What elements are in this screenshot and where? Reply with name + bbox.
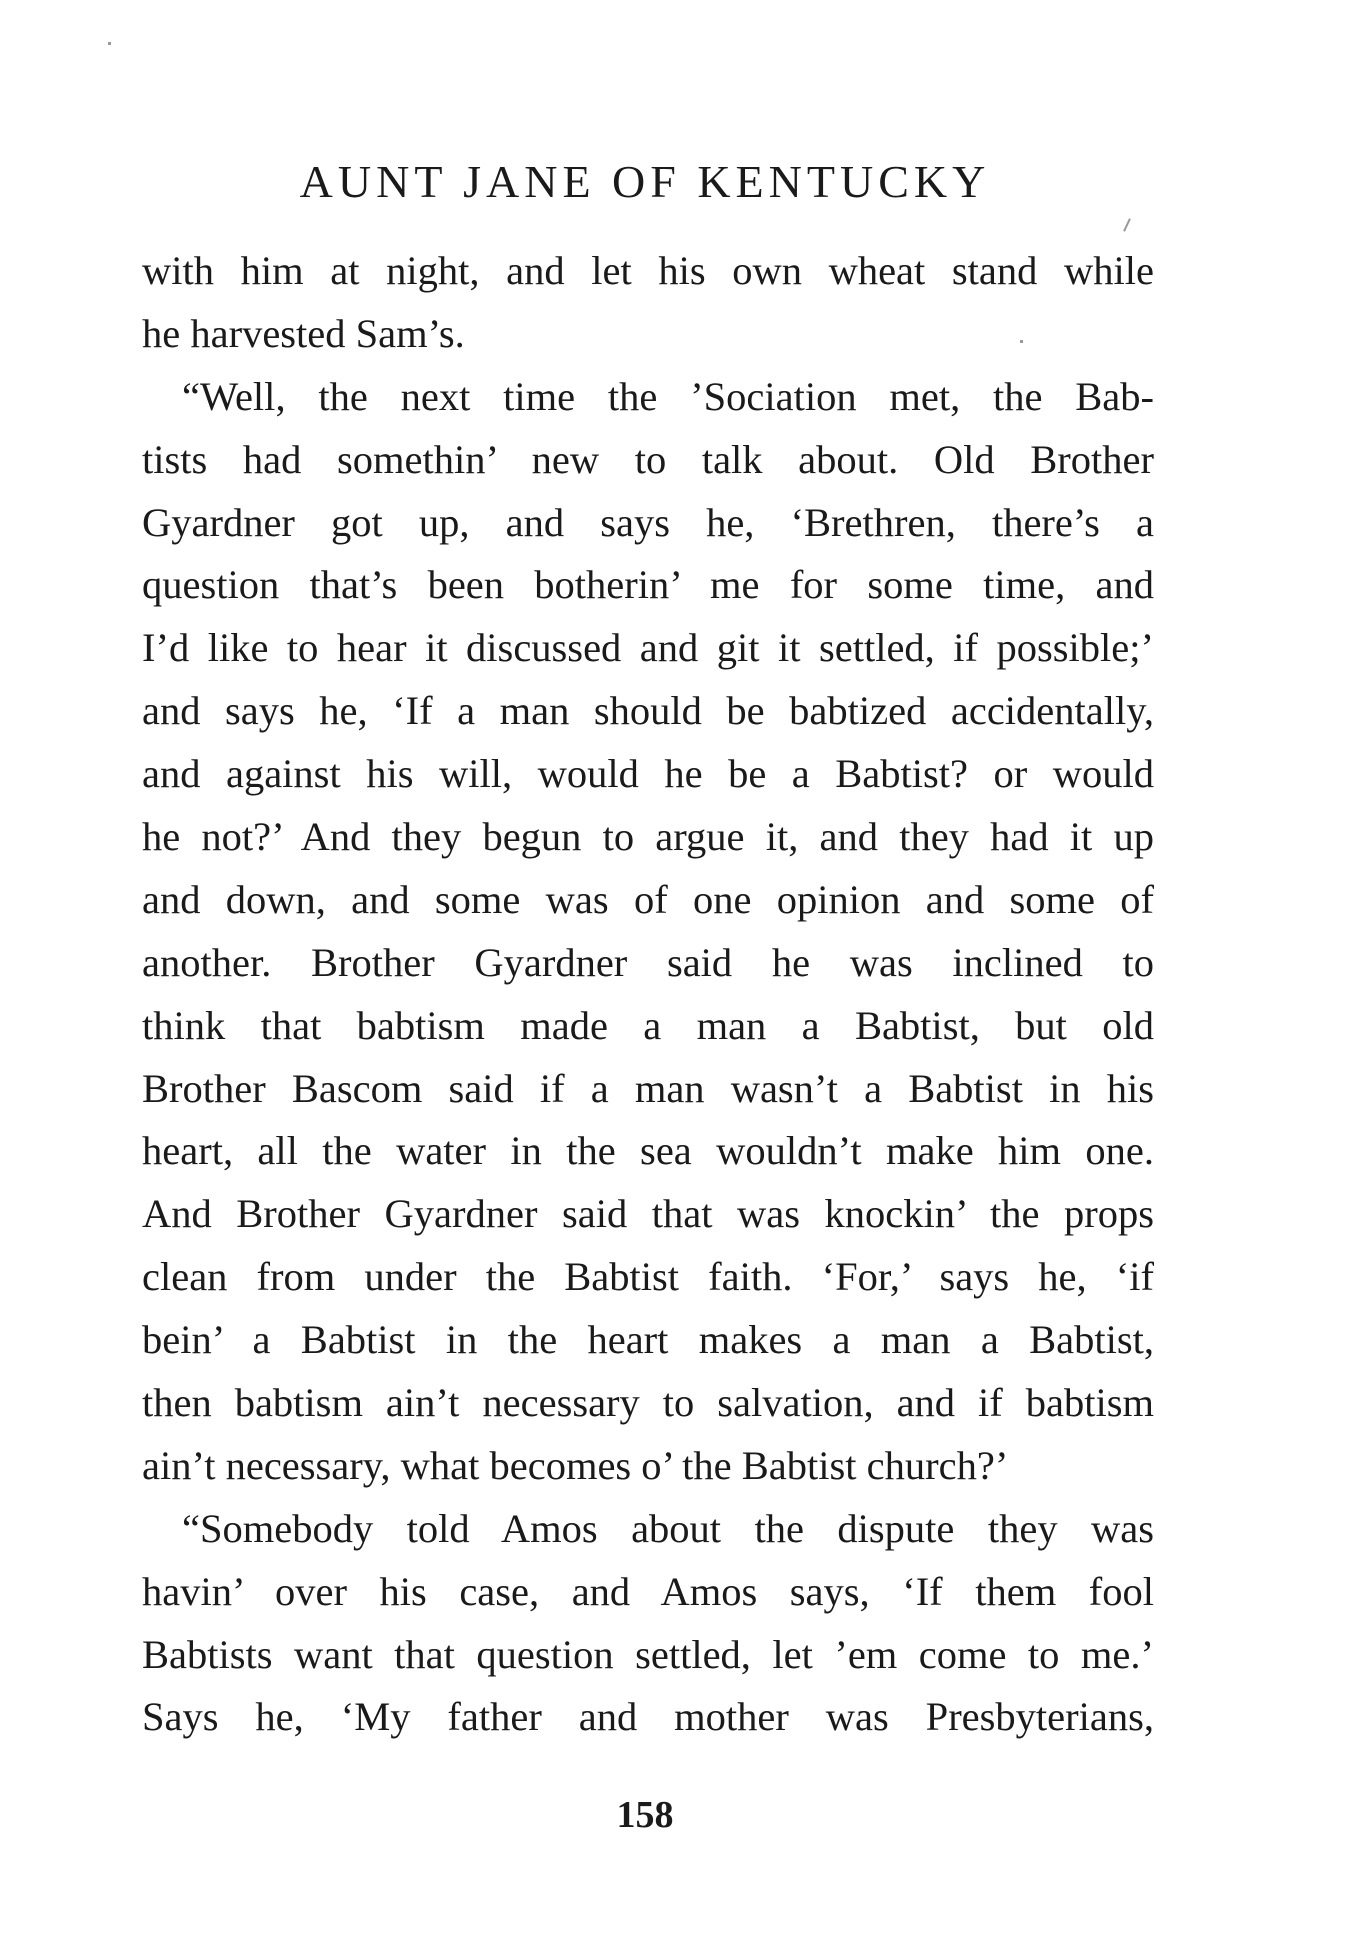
text-line: and says he, ‘If a man should be babtized accidentally, [142, 688, 1154, 734]
text-line: ain’t necessary, what becomes o’ the Babtist church?’ [142, 1442, 1009, 1488]
text-line: “Somebody told Amos about the dispute they was [182, 1505, 1154, 1551]
text-line: bein’ a Babtist in the heart makes a man a Babtist, [142, 1317, 1154, 1363]
text-line: he not?’ And they begun to argue it, and they had it up [142, 814, 1154, 860]
running-title: AUNT JANE OF KENTUCKY [299, 156, 991, 207]
text-line: Babtists want that question settled, let ’em come to me.’ [142, 1631, 1154, 1677]
text-line: Gyardner got up, and says he, ‘Brethren, there’s a [142, 499, 1154, 545]
print-speck [1123, 218, 1131, 232]
text-line: “Well, the next time the ’Sociation met, the Bab- [182, 373, 1154, 419]
body-text [142, 240, 1154, 1749]
text-line: I’d like to hear it discussed and git it settled, if possible;’ [142, 625, 1154, 671]
text-line: question that’s been botherin’ me for some time, and [142, 562, 1154, 608]
text-line: heart, all the water in the sea wouldn’t make him one. [142, 1128, 1154, 1174]
text-line: and against his will, would he be a Babtist? or would [142, 751, 1154, 797]
text-line: havin’ over his case, and Amos says, ‘If them fool [142, 1568, 1154, 1614]
text-line: then babtism ain’t necessary to salvation, and if babtism [142, 1380, 1154, 1426]
text-line: think that babtism made a man a Babtist, but old [142, 1002, 1154, 1048]
print-speck [108, 42, 111, 45]
text-line: clean from under the Babtist faith. ‘For,’ says he, ‘if [142, 1254, 1154, 1300]
page-number: 158 [616, 1794, 674, 1836]
text-line: tists had somethin’ new to talk about. Old Brother [142, 436, 1154, 482]
text-line: with him at night, and let his own wheat stand while [142, 248, 1154, 293]
text-line: Says he, ‘My father and mother was Presbyterians, [142, 1694, 1154, 1740]
text-line: he harvested Sam’s. [142, 310, 465, 356]
text-line: Brother Bascom said if a man wasn’t a Babtist in his [142, 1065, 1154, 1111]
text-line: and down, and some was of one opinion and some of [142, 876, 1154, 922]
text-line: another. Brother Gyardner said he was inclined to [142, 939, 1154, 985]
text-line: And Brother Gyardner said that was knockin’ the props [142, 1191, 1154, 1237]
